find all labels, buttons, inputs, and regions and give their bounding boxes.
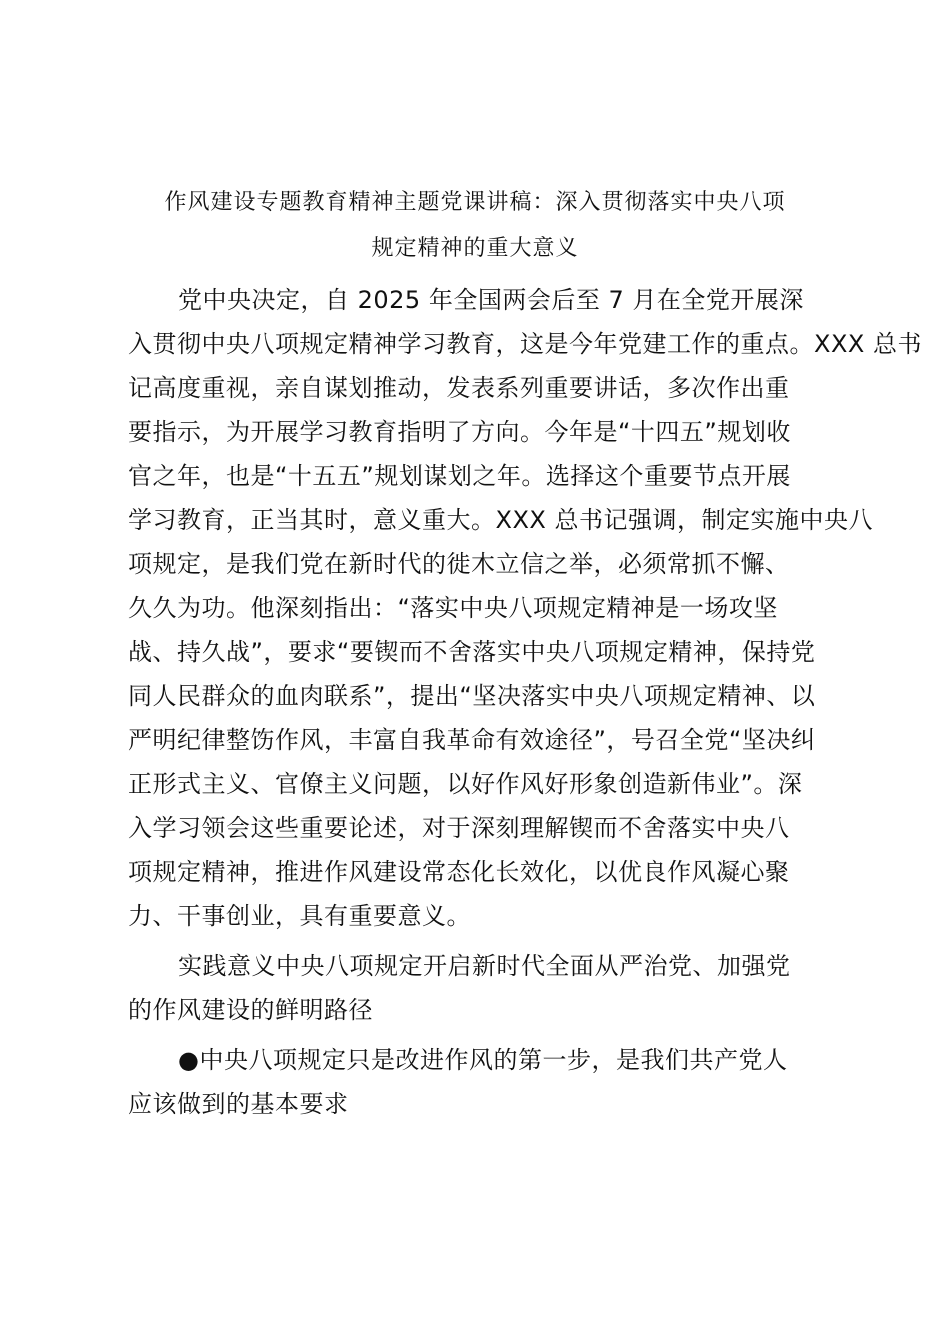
paragraph-line: 官之年，也是“十五五”规划谋划之年。选择这个重要节点开展 [128,462,791,490]
paragraph-line: 入学习领会这些重要论述，对于深刻理解锲而不舍落实中央八 [128,814,790,842]
paragraph-line: 入贯彻中央八项规定精神学习教育，这是今年党建工作的重点。XXX 总书 [128,330,922,358]
document-title-line-1: 作风建设专题教育精神主题党课讲稿：深入贯彻落实中央八项 [164,190,786,215]
paragraph-line: 项规定，是我们党在新时代的徙木立信之举，必须常抓不懈、 [128,550,790,578]
paragraph-line: 学习教育，正当其时，意义重大。XXX 总书记强调，制定实施中央八 [128,506,873,534]
paragraph-line: 同人民群众的血肉联系”，提出“坚决落实中央八项规定精神、以 [128,682,816,710]
paragraph-line: 久久为功。他深刻指出：“落实中央八项规定精神是一场攻坚 [128,594,778,622]
section-heading-line: 实践意义中央八项规定开启新时代全面从严治党、加强党 [178,952,791,980]
paragraph-line: 战、持久战”，要求“要锲而不舍落实中央八项规定精神，保持党 [128,638,816,666]
paragraph-line: 党中央决定，自 2025 年全国两会后至 7 月在全党开展深 [178,286,804,314]
paragraph-line: 项规定精神，推进作风建设常态化长效化，以优良作风凝心聚 [128,858,790,886]
paragraph-line: 要指示，为开展学习教育指明了方向。今年是“十四五”规划收 [128,418,791,446]
paragraph-line: 记高度重视，亲自谋划推动，发表系列重要讲话，多次作出重 [128,374,790,402]
paragraph-line: 正形式主义、官僚主义问题，以好作风好形象创造新伟业”。深 [128,770,803,798]
paragraph-line: 严明纪律整饬作风，丰富自我革命有效途径”，号召全党“坚决纠 [128,726,816,754]
paragraph-line: 力、干事创业，具有重要意义。 [128,902,471,930]
document-title-line-2: 规定精神的重大意义 [371,236,579,261]
bullet-line: 应该做到的基本要求 [128,1090,349,1118]
bullet-line: ●中央八项规定只是改进作风的第一步，是我们共产党人 [178,1046,788,1074]
section-heading-line: 的作风建设的鲜明路径 [128,996,373,1024]
